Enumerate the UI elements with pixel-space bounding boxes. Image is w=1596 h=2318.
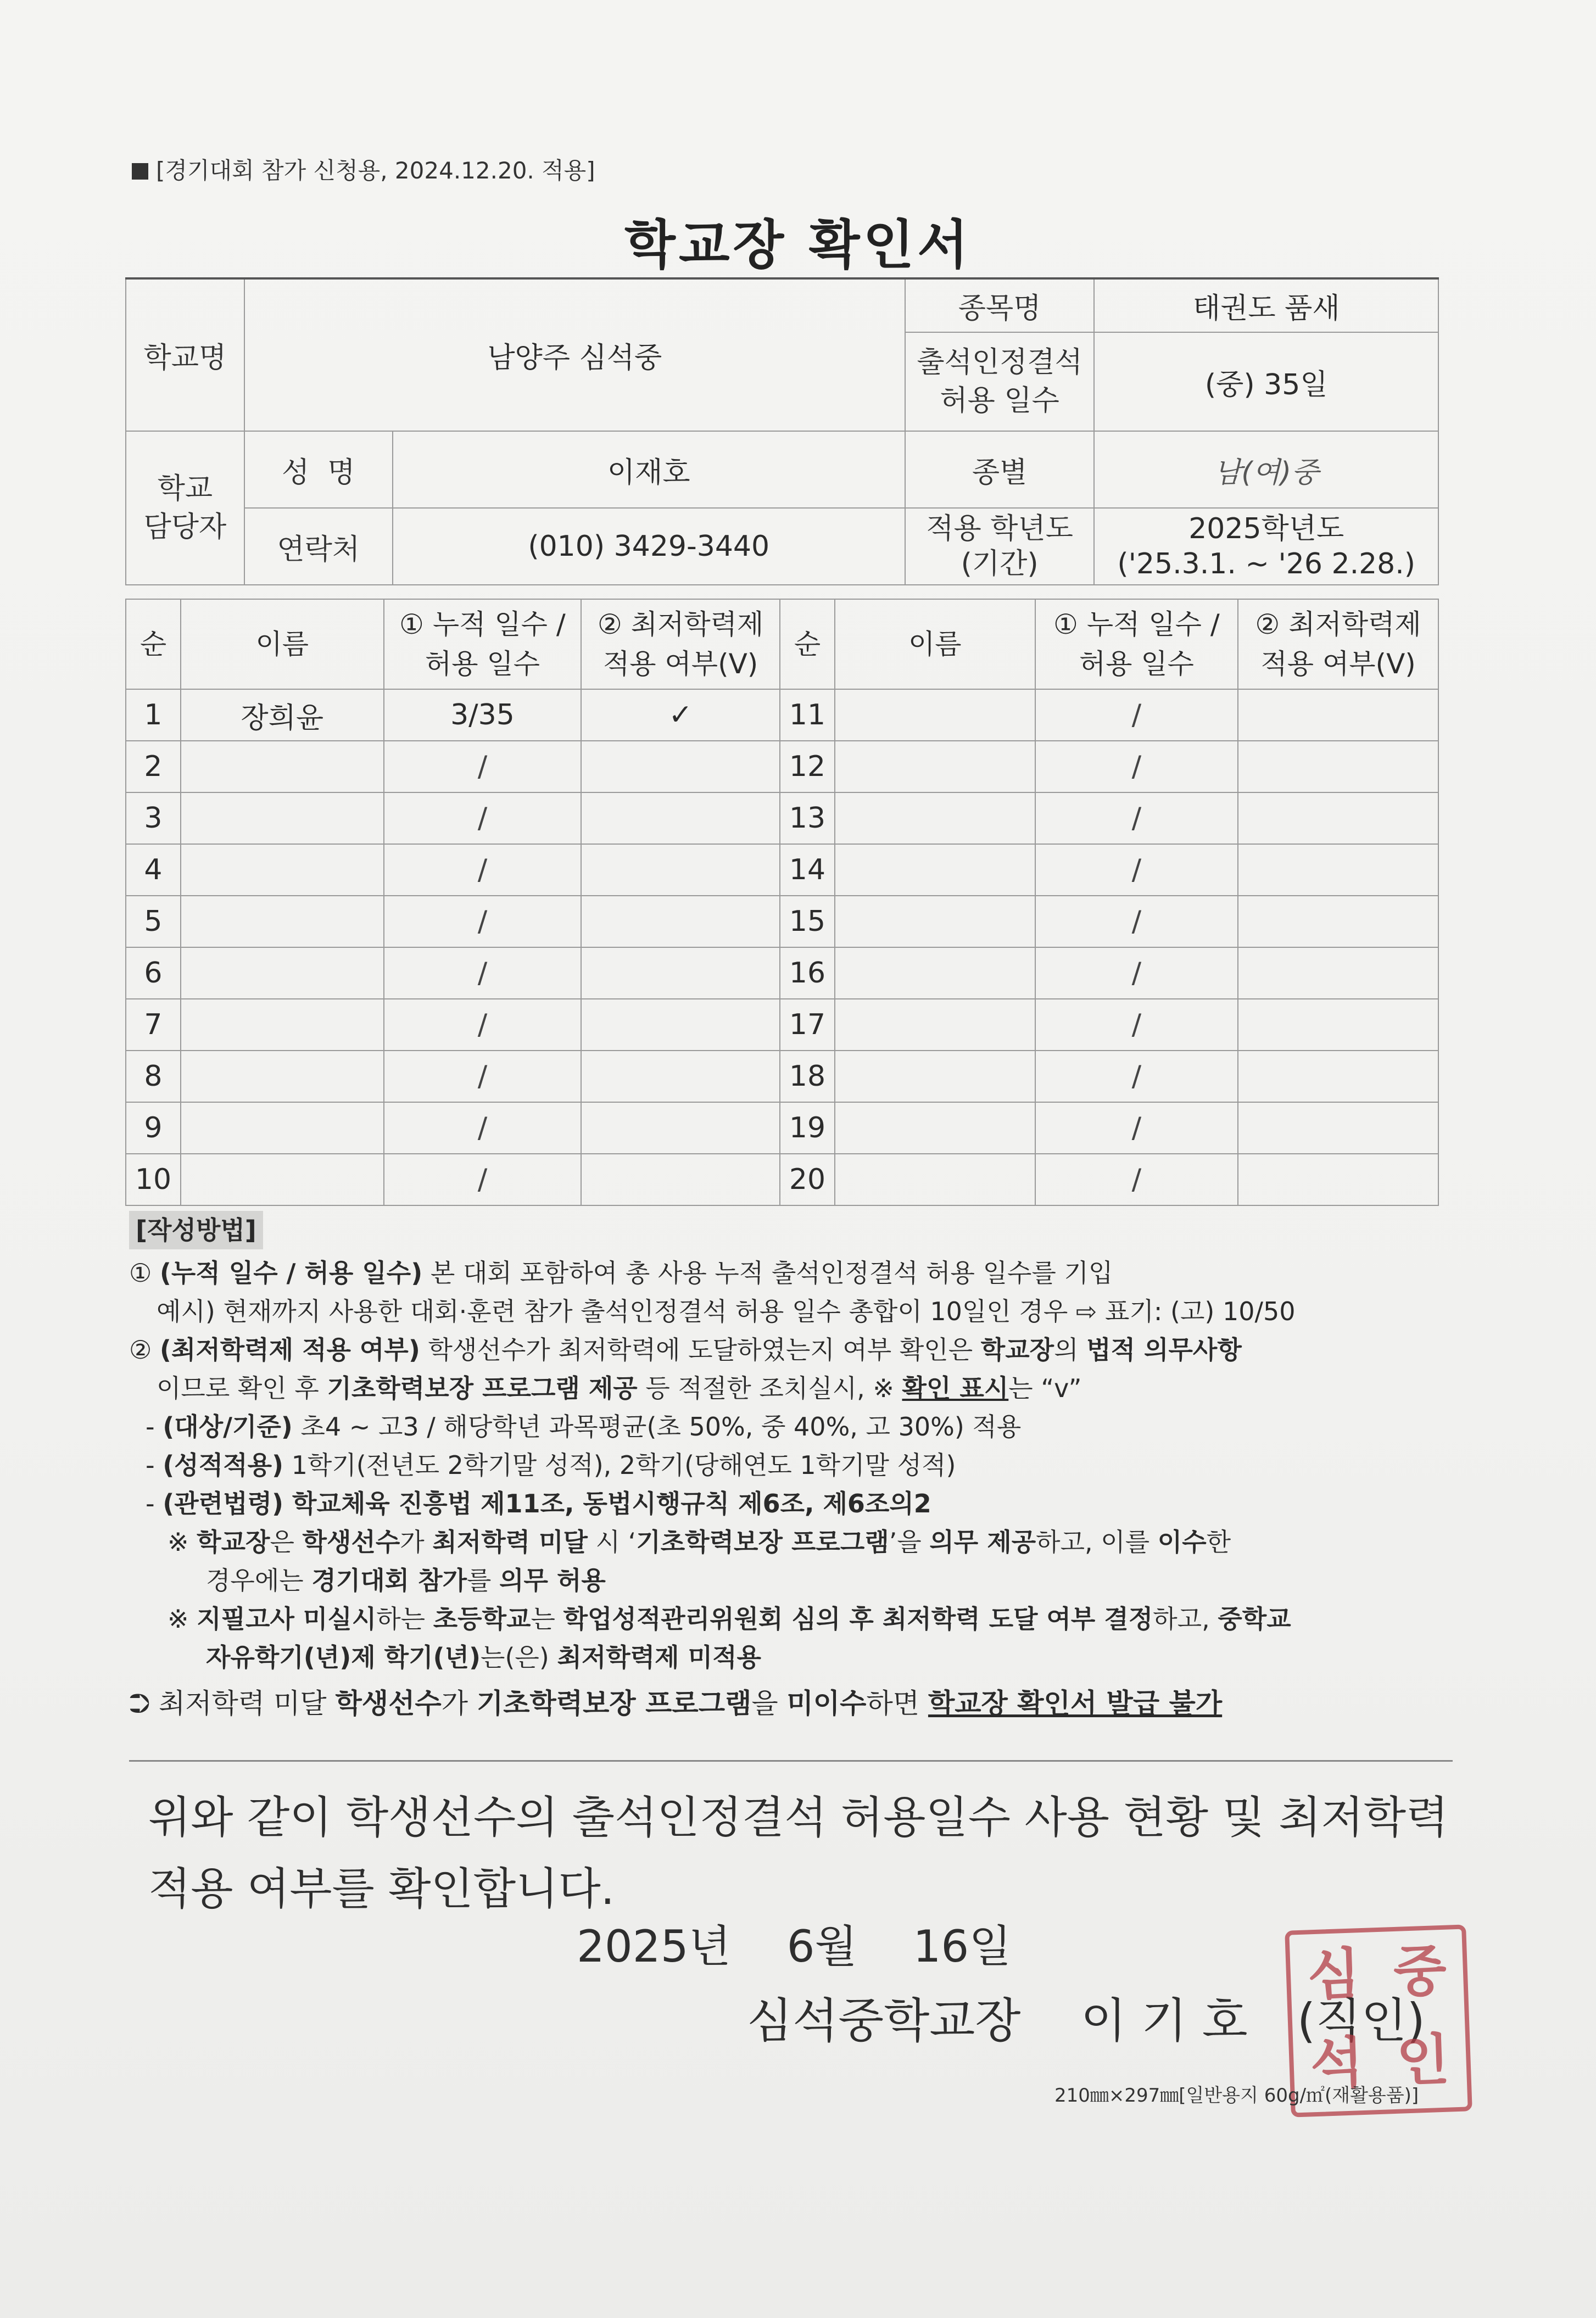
- table-row: [126, 1102, 1438, 1154]
- header-check-right: [1238, 599, 1438, 689]
- instr-text: 하고,: [1153, 1604, 1218, 1634]
- instr-text: 학생선수가 최저학력에 도달하였는지 여부 확인은: [420, 1335, 981, 1365]
- instr-text: 기초학력보장 프로그램 제공: [327, 1373, 638, 1403]
- instr-text: 의: [1054, 1335, 1087, 1365]
- instr-text: 학교장: [197, 1527, 270, 1557]
- instr-text: 지필고사 미실시: [197, 1604, 377, 1634]
- check-cell: [581, 741, 780, 792]
- instr-text: 미이수: [786, 1688, 867, 1719]
- contact-label: 연락처: [244, 508, 393, 585]
- instr-text: 하고, 이를: [1036, 1527, 1158, 1557]
- row-no: 3: [126, 792, 181, 844]
- check-cell: [1238, 792, 1438, 844]
- check-cell: [581, 1102, 780, 1154]
- instr-text: 등 적절한 조치실시, ※: [637, 1373, 902, 1403]
- instr-text: 법적 의무사항: [1086, 1335, 1242, 1365]
- header-days-left: [384, 599, 582, 689]
- seal-char: 석: [1309, 2030, 1365, 2097]
- student-roster-table: [125, 599, 1439, 1206]
- days-cell: /: [1035, 844, 1238, 896]
- instr-text: 중학교: [1218, 1604, 1291, 1634]
- check-cell: [581, 999, 780, 1051]
- instr-text: 기초학력보장 프로그램: [636, 1527, 889, 1557]
- check-cell: [1238, 844, 1438, 896]
- header-check-right-l1: ② 최저학력제: [1255, 608, 1421, 640]
- instr-text: 이므로 확인 후: [157, 1373, 327, 1403]
- seal-note: (직인): [1297, 1993, 1425, 2048]
- days-cell: /: [384, 947, 582, 999]
- school-value: 남양주 심석중: [244, 278, 905, 431]
- instr-text: 가: [400, 1527, 433, 1557]
- year-value-line1: 2025학년도: [1188, 512, 1344, 545]
- school-label: 학교명: [126, 278, 244, 431]
- header-name-right: 이름: [835, 599, 1035, 689]
- instruction-line: [129, 1407, 1469, 1446]
- name-label: 성 명: [244, 431, 393, 508]
- note-marker: ※: [168, 1527, 197, 1557]
- row-no: 14: [780, 844, 835, 896]
- instr-text: 학생선수: [335, 1688, 442, 1719]
- instr-text: 은: [270, 1527, 303, 1557]
- instruction-line: [129, 1254, 1469, 1292]
- student-name: [835, 1102, 1035, 1154]
- instr-text: 경기대회 참가: [311, 1566, 467, 1595]
- instr-text: 는(은): [481, 1643, 557, 1672]
- row-no: 13: [780, 792, 835, 844]
- instruction-line: [129, 1484, 1469, 1523]
- instr-text: 초4 ~ 고3 / 해당학년 과목평균(초 50%, 중 40%, 고 30%) 적용: [292, 1412, 1022, 1442]
- student-name: [835, 947, 1035, 999]
- seal-char: 중: [1392, 1938, 1448, 2004]
- instr-text: 는 “v”: [1008, 1373, 1082, 1403]
- days-cell: /: [1035, 1102, 1238, 1154]
- student-name: [835, 844, 1035, 896]
- student-name: [181, 844, 384, 896]
- table-row: [126, 792, 1438, 844]
- instructions-section: [129, 1211, 1469, 1723]
- instr-text: 확인 표시: [902, 1373, 1009, 1403]
- check-cell: [581, 947, 780, 999]
- check-cell: [1238, 947, 1438, 999]
- days-cell: /: [384, 999, 582, 1051]
- header-no-right: 순: [780, 599, 835, 689]
- student-name: [181, 1051, 384, 1102]
- row-no: 6: [126, 947, 181, 999]
- instr-text: 시 ‘: [588, 1527, 637, 1557]
- instr-text: 을: [751, 1688, 787, 1719]
- instruction-line: [129, 1561, 1469, 1600]
- row-no: 12: [780, 741, 835, 792]
- instr-text: 이수: [1157, 1527, 1207, 1557]
- table-row: [126, 689, 1438, 741]
- student-name: 장희윤: [181, 689, 384, 741]
- instruction-line: [129, 1638, 1469, 1677]
- instr-text: 학업성적관리위원회 심의 후 최저학력 도달 여부 결정: [563, 1604, 1153, 1634]
- check-cell: [581, 844, 780, 896]
- student-name: [835, 1051, 1035, 1102]
- instr-text: ’을: [889, 1527, 930, 1557]
- confirmation-statement: [148, 1782, 1466, 1925]
- student-name: [181, 741, 384, 792]
- year-value-line2: ('25.3.1. ~ '26 2.28.): [1117, 548, 1416, 580]
- instr-text: 최저학력제 미적용: [557, 1643, 761, 1672]
- instruction-warning-line: [129, 1684, 1469, 1723]
- absence-value: (중) 35일: [1094, 332, 1438, 431]
- row-no: 20: [780, 1154, 835, 1205]
- note-marker: ※: [168, 1604, 197, 1634]
- seal-char: 인: [1395, 2027, 1451, 2093]
- confirmation-line2: 적용 여부를 확인합니다.: [148, 1863, 615, 1914]
- arrow-box-icon: ⮊: [129, 1688, 159, 1719]
- paper-spec-note: 210㎜×297㎜[일반용지 60g/㎡(재활용품)]: [1054, 2085, 1419, 2107]
- instr-text: 학교장: [980, 1335, 1054, 1365]
- instr-text: 학생선수: [302, 1527, 400, 1557]
- issue-date: 2025년 6월 16일: [577, 1921, 1012, 1972]
- year-label: [905, 508, 1095, 585]
- event-value: 태권도 품새: [1094, 278, 1438, 332]
- form-version-note: [132, 153, 595, 186]
- row-no: 10: [126, 1154, 181, 1205]
- name-value: 이재호: [393, 431, 905, 508]
- check-cell: [1238, 1102, 1438, 1154]
- table-row: [126, 1051, 1438, 1102]
- instruction-line: [129, 1600, 1469, 1638]
- instr-text: 의무 제공: [929, 1527, 1036, 1557]
- student-name: [181, 1102, 384, 1154]
- instr-text: 하는: [376, 1604, 433, 1634]
- instr-text: 최저학력 미달: [432, 1527, 588, 1557]
- instr-text: 하면: [866, 1688, 928, 1719]
- days-cell: /: [384, 1102, 582, 1154]
- table-row: [126, 741, 1438, 792]
- document-title: 학교장 확인서: [624, 214, 972, 276]
- header-days-left-l2: 허용 일수: [425, 648, 540, 680]
- instr-text: 최저학력 미달: [158, 1688, 336, 1719]
- principal-name: 심석중학교장 이 기 호: [747, 1993, 1248, 2048]
- instr-text: (최저학력제 적용 여부): [159, 1335, 420, 1365]
- check-cell: [1238, 1154, 1438, 1205]
- row-no: 4: [126, 844, 181, 896]
- row-no: 5: [126, 896, 181, 947]
- row-no: 15: [780, 896, 835, 947]
- row-no: 11: [780, 689, 835, 741]
- table-row: [126, 844, 1438, 896]
- row-no: 17: [780, 999, 835, 1051]
- check-cell: [1238, 689, 1438, 741]
- square-bullet-icon: [132, 163, 148, 180]
- student-name: [835, 1154, 1035, 1205]
- header-no-left: 순: [126, 599, 181, 689]
- form-version-text: [경기대회 참가 신청용, 2024.12.20. 적용]: [156, 157, 595, 184]
- student-name: [835, 792, 1035, 844]
- dash-marker: -: [146, 1450, 163, 1480]
- row-no: 18: [780, 1051, 835, 1102]
- instr-text: 예시) 현재까지 사용한 대회·훈련 참가 출석인정결석 허용 일수 총합이 10일인 경우 ⇨ 표기: (고) 10/50: [157, 1297, 1296, 1326]
- header-check-left-l1: ② 최저학력제: [598, 608, 764, 640]
- manager-label: [126, 431, 244, 585]
- instr-text: 가: [441, 1688, 477, 1719]
- instr-text: (대상/기준): [163, 1412, 293, 1442]
- dash-marker: -: [146, 1412, 163, 1442]
- row-no: 16: [780, 947, 835, 999]
- instr-text: 초등학교: [433, 1604, 531, 1634]
- dash-marker: -: [146, 1489, 163, 1518]
- absence-label-line2: 허용 일수: [940, 384, 1059, 417]
- check-cell: [581, 1154, 780, 1205]
- year-value: [1094, 508, 1438, 585]
- confirmation-line1: 위와 같이 학생선수의 출석인정결석 허용일수 사용 현황 및 최저학력: [148, 1792, 1449, 1843]
- row-no: 9: [126, 1102, 181, 1154]
- instructions-title: [작성방법]: [129, 1211, 263, 1249]
- year-label-line2: (기간): [961, 548, 1039, 580]
- header-days-right: [1035, 599, 1238, 689]
- student-name: [835, 896, 1035, 947]
- days-cell: /: [1035, 1154, 1238, 1205]
- days-cell: /: [384, 792, 582, 844]
- instruction-line: [129, 1331, 1469, 1369]
- instr-text: 는: [531, 1604, 563, 1634]
- days-cell: /: [384, 1051, 582, 1102]
- table-row: [126, 1154, 1438, 1205]
- check-cell: [1238, 1051, 1438, 1102]
- gender-value: 남(여)중: [1094, 431, 1438, 508]
- table-row: [126, 896, 1438, 947]
- student-name: [181, 947, 384, 999]
- instruction-line: [129, 1523, 1469, 1561]
- instr-text: 본 대회 포함하여 총 사용 누적 출석인정결석 허용 일수를 기입: [422, 1258, 1113, 1288]
- days-cell: /: [1035, 947, 1238, 999]
- instr-text: 기초학력보장 프로그램: [476, 1688, 752, 1719]
- absence-label: [905, 332, 1095, 431]
- check-mark-icon: ✓: [581, 689, 780, 741]
- manager-label-line1: 학교: [157, 472, 213, 505]
- instruction-line: [129, 1446, 1469, 1484]
- days-cell: /: [1035, 999, 1238, 1051]
- row-no: 2: [126, 741, 181, 792]
- student-name: [181, 1154, 384, 1205]
- days-cell: /: [1035, 741, 1238, 792]
- circle-two-marker: ②: [129, 1335, 160, 1365]
- table-row: [126, 999, 1438, 1051]
- header-name-left: 이름: [181, 599, 384, 689]
- instr-text: 자유학기(년)제 학기(년): [206, 1643, 481, 1672]
- instr-text: 학교장 확인서 발급 불가: [928, 1688, 1223, 1719]
- seal-char: 심: [1306, 1941, 1361, 2008]
- days-cell: /: [1035, 1051, 1238, 1102]
- instr-text: (누적 일수 / 허용 일수): [159, 1258, 423, 1288]
- header-check-right-l2: 적용 여부(V): [1260, 648, 1416, 680]
- header-days-right-l1: ① 누적 일수 /: [1053, 608, 1220, 640]
- days-cell: /: [1035, 689, 1238, 741]
- days-cell: /: [384, 844, 582, 896]
- instr-text: 의무 허용: [499, 1566, 606, 1595]
- check-cell: [581, 896, 780, 947]
- days-cell: /: [1035, 896, 1238, 947]
- circle-one-marker: ①: [129, 1258, 160, 1288]
- instr-text: 를: [467, 1566, 500, 1595]
- gender-label: 종별: [905, 431, 1095, 508]
- year-label-line1: 적용 학년도: [926, 512, 1073, 545]
- instr-text: (성적적용): [163, 1450, 284, 1480]
- days-cell: /: [384, 1154, 582, 1205]
- row-no: 8: [126, 1051, 181, 1102]
- event-label: 종목명: [905, 278, 1095, 332]
- instr-text: 1학기(전년도 2학기말 성적), 2학기(당해연도 1학기말 성적): [283, 1450, 956, 1480]
- header-days-left-l1: ① 누적 일수 /: [399, 608, 566, 640]
- row-no: 7: [126, 999, 181, 1051]
- days-cell: /: [1035, 792, 1238, 844]
- instructions-title-line: [129, 1211, 1469, 1249]
- manager-label-line2: 담당자: [143, 511, 227, 544]
- roster-header-row: [126, 599, 1438, 689]
- student-name: [835, 741, 1035, 792]
- instruction-line: [129, 1369, 1469, 1407]
- row-no: 1: [126, 689, 181, 741]
- check-cell: [581, 1051, 780, 1102]
- student-name: [181, 999, 384, 1051]
- days-cell: 3/35: [384, 689, 582, 741]
- check-cell: [581, 792, 780, 844]
- contact-value: (010) 3429-3440: [393, 508, 905, 585]
- days-cell: /: [384, 896, 582, 947]
- divider: [129, 1760, 1453, 1762]
- student-name: [835, 689, 1035, 741]
- student-name: [181, 896, 384, 947]
- days-cell: /: [384, 741, 582, 792]
- info-table: [125, 277, 1439, 585]
- table-row: [126, 947, 1438, 999]
- instr-text: 경우에는: [206, 1566, 312, 1595]
- instr-text: 한: [1206, 1527, 1231, 1557]
- check-cell: [1238, 896, 1438, 947]
- instruction-line: [129, 1292, 1469, 1331]
- student-name: [835, 999, 1035, 1051]
- instr-text: (관련법령) 학교체육 진흥법 제11조, 동법시행규칙 제6조, 제6조의2: [163, 1489, 931, 1518]
- student-name: [181, 792, 384, 844]
- absence-label-line1: 출석인정결석: [917, 346, 1082, 379]
- header-days-right-l2: 허용 일수: [1079, 648, 1194, 680]
- check-cell: [1238, 741, 1438, 792]
- header-check-left: [581, 599, 780, 689]
- header-check-left-l2: 적용 여부(V): [603, 648, 758, 680]
- row-no: 19: [780, 1102, 835, 1154]
- check-cell: [1238, 999, 1438, 1051]
